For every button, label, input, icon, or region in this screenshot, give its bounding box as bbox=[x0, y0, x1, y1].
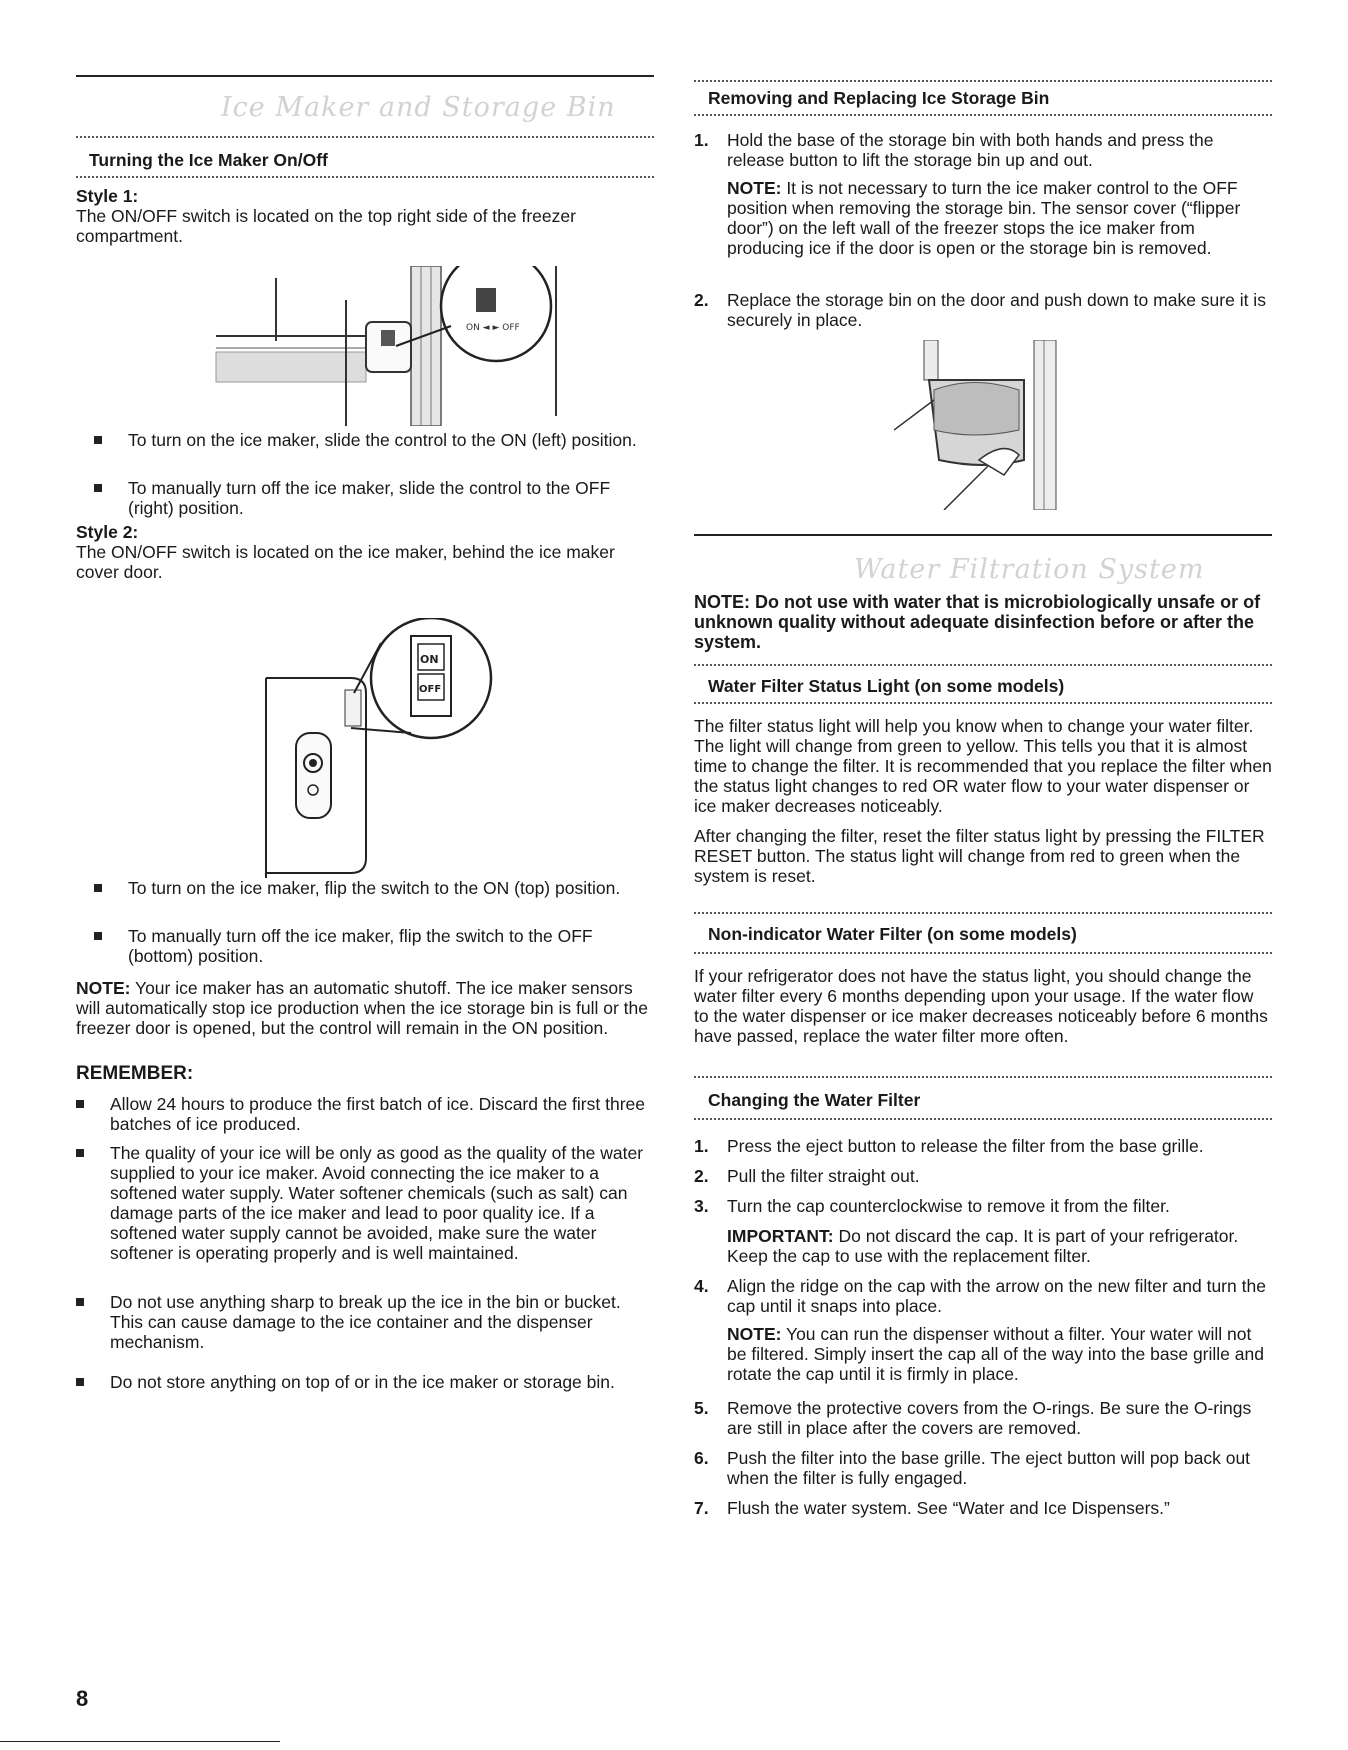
subheading-removing-bin: Removing and Replacing Ice Storage Bin bbox=[708, 88, 1050, 108]
step-number: 5. bbox=[694, 1398, 709, 1418]
step-item bbox=[694, 1448, 1272, 1488]
step-number: 7. bbox=[694, 1498, 709, 1518]
reset-paragraph: After changing the filter, reset the filter status light by pressing the FILTER RESET button. The status light will change from red to green when the system is reset. bbox=[694, 826, 1265, 886]
footer-rule bbox=[0, 1741, 280, 1742]
step-item bbox=[694, 1498, 1272, 1518]
step-text: Flush the water system. See “Water and Ice Dispensers.” bbox=[727, 1498, 1170, 1518]
section-rule bbox=[694, 534, 1272, 536]
style2-label: Style 2: bbox=[76, 522, 139, 542]
step-text: Push the filter into the base grille. The eject button will pop back out when the filter is fully engaged. bbox=[727, 1448, 1251, 1488]
step-item bbox=[694, 1136, 1272, 1156]
step-text: Turn the cap counterclockwise to remove it from the filter. bbox=[727, 1196, 1170, 1216]
step-number: 1. bbox=[694, 1136, 709, 1156]
step-text: Hold the base of the storage bin with both hands and press the release button to lift the storage bin up and out. bbox=[727, 130, 1214, 170]
switch-on-label: ON bbox=[420, 653, 439, 666]
figure-style2-switch bbox=[246, 618, 576, 878]
bullet-icon bbox=[76, 1378, 84, 1386]
bullet-icon bbox=[76, 1100, 84, 1108]
list-item bbox=[94, 478, 654, 518]
note-removing-bin bbox=[727, 178, 1272, 258]
subheading-non-indicator: Non-indicator Water Filter (on some models) bbox=[708, 924, 1077, 944]
important-note bbox=[727, 1226, 1272, 1266]
subheading-status-light: Water Filter Status Light (on some models) bbox=[708, 676, 1065, 696]
step-item bbox=[694, 1276, 1272, 1316]
subheading-changing-filter: Changing the Water Filter bbox=[708, 1090, 921, 1110]
style1-text: The ON/OFF switch is located on the top right side of the freezer compartment. bbox=[76, 206, 576, 246]
note-label: NOTE: bbox=[76, 978, 131, 998]
dotted-rule bbox=[694, 80, 1272, 82]
dotted-rule bbox=[694, 952, 1272, 954]
svg-text:ON ◄ ► OFF: ON ◄ ► OFF bbox=[466, 323, 520, 333]
list-item-text: The quality of your ice will be only as good as the quality of the water supplied to your ice maker. Avoid connecting the ice maker to a softened water supply. Water softener chemicals (such as salt) can damage parts of the ice maker and lead to poor quality ice. If a softened water supply cannot be avoided, make sure the water softener is operating properly and is well maintained. bbox=[110, 1143, 644, 1263]
style1-label: Style 1: bbox=[76, 186, 139, 206]
step-item bbox=[694, 1398, 1272, 1438]
list-item bbox=[94, 878, 654, 918]
list-item-text: To manually turn off the ice maker, flip the switch to the OFF (bottom) position. bbox=[128, 926, 593, 966]
figure-style1-switch bbox=[196, 266, 606, 426]
dotted-rule bbox=[694, 1076, 1272, 1078]
step-number: 6. bbox=[694, 1448, 709, 1468]
list-item bbox=[76, 1094, 654, 1134]
dotted-rule bbox=[76, 136, 654, 138]
important-label: IMPORTANT: bbox=[727, 1226, 834, 1246]
remember-heading: REMEMBER: bbox=[76, 1063, 194, 1084]
step-number: 3. bbox=[694, 1196, 709, 1216]
important-text: Do not discard the cap. It is part of your refrigerator. Keep the cap to use with the replacement filter. bbox=[727, 1226, 1239, 1266]
note-text: Your ice maker has an automatic shutoff. The ice maker sensors will automatically stop ice production when the ice storage bin is full or the freezer door is opened, but the control will remain in the ON position. bbox=[76, 978, 648, 1038]
dotted-rule bbox=[694, 702, 1272, 704]
list-item bbox=[76, 1143, 654, 1273]
bullet-icon bbox=[76, 1298, 84, 1306]
page-number: 8 bbox=[76, 1686, 89, 1711]
list-item-text: To turn on the ice maker, slide the control to the ON (left) position. bbox=[128, 430, 637, 450]
step-number: 1. bbox=[694, 130, 709, 150]
list-item bbox=[76, 1372, 654, 1412]
step-number: 4. bbox=[694, 1276, 709, 1296]
section-title-water-filtration: Water Filtration System bbox=[854, 554, 1205, 585]
warning-note: NOTE: Do not use with water that is microbiologically unsafe or of unknown quality without adequate disinfection before or after the system. bbox=[694, 592, 1261, 652]
non-indicator-paragraph: If your refrigerator does not have the status light, you should change the water filter every 6 months depending upon your usage. If the water flow to the water dispenser or ice maker decreases noticeably before 6 months have passed, replace the water filter more often. bbox=[694, 966, 1268, 1046]
dotted-rule bbox=[694, 1118, 1272, 1120]
step-number: 2. bbox=[694, 290, 709, 310]
note-text: You can run the dispenser without a filter. Your water will not be filtered. Simply insert the cap all of the way into the base grille and rotate the cap until it is firmly in place. bbox=[727, 1324, 1264, 1384]
step-item bbox=[694, 1166, 1272, 1186]
step-text: Remove the protective covers from the O-rings. Be sure the O-rings are still in place after the covers are removed. bbox=[727, 1398, 1252, 1438]
bullet-icon bbox=[76, 1149, 84, 1157]
bullet-icon bbox=[94, 436, 102, 444]
list-item bbox=[94, 430, 654, 470]
style2-text: The ON/OFF switch is located on the ice maker, behind the ice maker cover door. bbox=[76, 542, 615, 582]
step-item bbox=[694, 130, 1272, 170]
list-item-text: Allow 24 hours to produce the first batch of ice. Discard the first three batches of ice produced. bbox=[110, 1094, 645, 1134]
step-text: Replace the storage bin on the door and push down to make sure it is securely in place. bbox=[727, 290, 1266, 330]
bullet-icon bbox=[94, 884, 102, 892]
note-text: It is not necessary to turn the ice maker control to the OFF position when removing the storage bin. The sensor cover (“flipper door”) on the left wall of the freezer stops the ice maker from producing ice if the door is open or the storage bin is removed. bbox=[727, 178, 1241, 258]
step-text: Align the ridge on the cap with the arrow on the new filter and turn the cap until it snaps into place. bbox=[727, 1276, 1266, 1316]
list-item bbox=[76, 1292, 654, 1352]
section-rule bbox=[76, 75, 654, 77]
note-auto-shutoff bbox=[76, 978, 651, 1038]
step-item bbox=[694, 290, 1272, 330]
status-light-paragraph: The filter status light will help you know when to change your water filter. The light will change from green to yellow. This tells you that it is almost time to change the filter. It is recommended that you replace the filter when the status light changes to red OR water flow to your water dispenser or ice maker decreases noticeably. bbox=[694, 716, 1272, 816]
list-item-text: To manually turn off the ice maker, slide the control to the OFF (right) position. bbox=[128, 478, 611, 518]
step-number: 2. bbox=[694, 1166, 709, 1186]
dotted-rule bbox=[694, 912, 1272, 914]
bullet-icon bbox=[94, 932, 102, 940]
list-item bbox=[94, 926, 654, 966]
step-item bbox=[694, 1196, 1272, 1216]
list-item-text: Do not store anything on top of or in the ice maker or storage bin. bbox=[110, 1372, 615, 1392]
note-no-filter bbox=[727, 1324, 1272, 1384]
subheading-turning-on-off: Turning the Ice Maker On/Off bbox=[89, 150, 328, 170]
note-label: NOTE: bbox=[727, 178, 782, 198]
list-item-text: Do not use anything sharp to break up the ice in the bin or bucket. This can cause damage to the ice container and the dispenser mechanism. bbox=[110, 1292, 621, 1352]
step-text: Pull the filter straight out. bbox=[727, 1166, 920, 1186]
step-text: Press the eject button to release the filter from the base grille. bbox=[727, 1136, 1204, 1156]
dotted-rule bbox=[694, 664, 1272, 666]
switch-off-label: OFF bbox=[419, 684, 442, 695]
bullet-icon bbox=[94, 484, 102, 492]
dotted-rule bbox=[694, 114, 1272, 116]
dotted-rule bbox=[76, 176, 654, 178]
section-title-ice-maker: Ice Maker and Storage Bin bbox=[221, 92, 616, 123]
list-item-text: To turn on the ice maker, flip the switch to the ON (top) position. bbox=[128, 878, 621, 898]
note-label: NOTE: bbox=[727, 1324, 782, 1344]
figure-storage-bin bbox=[894, 340, 1074, 510]
